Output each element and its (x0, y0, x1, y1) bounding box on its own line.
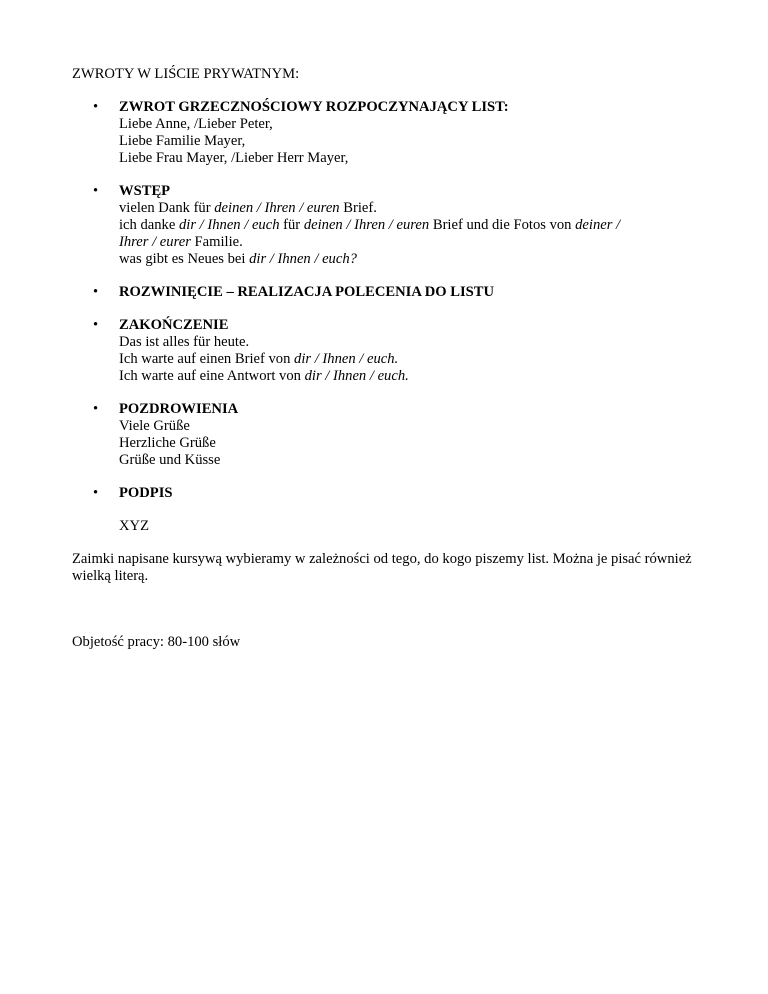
phrase-text: Grüße und Küsse (119, 452, 221, 468)
phrase-text: Liebe Anne, /Lieber Peter, (119, 116, 273, 132)
section-item (72, 317, 692, 385)
section-item (72, 401, 692, 469)
signature-name: XYZ (119, 518, 149, 534)
phrase-text: für (279, 217, 304, 233)
phrase-line (119, 150, 692, 167)
pronoun-variants: dir / Ihnen / euch. (304, 368, 409, 384)
phrase-line (119, 116, 692, 133)
phrase-text: Familie. (190, 234, 243, 250)
phrase-line (119, 452, 692, 469)
pronoun-variants: dir / Ihnen / euch? (249, 251, 357, 267)
phrase-text: Liebe Familie Mayer, (119, 133, 246, 149)
phrase-text: was gibt es Neues bei (119, 251, 250, 267)
pronoun-variants: deinen / Ihren / euren (303, 217, 430, 233)
phrase-text: Herzliche Grüße (119, 435, 216, 451)
phrase-line (119, 133, 692, 150)
pronoun-variants: deinen / Ihren / euren (214, 200, 340, 216)
italic-pronouns-note: Zaimki napisane kursywą wybieramy w zależności od tego, do kogo piszemy list. Można je pisać również wielką literą. (72, 551, 692, 584)
bullet: • (93, 485, 99, 501)
phrase-text: Brief und die Fotos von (429, 217, 576, 233)
section-title: POZDROWIENIA (119, 401, 239, 417)
pronoun-variants: dir / Ihnen / euch (178, 217, 280, 233)
bullet: • (93, 317, 99, 333)
phrase-text: Liebe Frau Mayer, /Lieber Herr Mayer, (119, 150, 349, 166)
phrase-line (119, 435, 692, 452)
phrase-line (119, 217, 692, 234)
phrase-text: Ich warte auf einen Brief von (119, 351, 295, 367)
section-title-signature: PODPIS (119, 485, 173, 501)
section-item (72, 284, 692, 301)
pronoun-variants: deiner / (575, 217, 621, 233)
phrase-text: vielen Dank für (119, 200, 215, 216)
bullet: • (93, 183, 99, 199)
phrase-line (119, 234, 692, 251)
phrase-text: Ich warte auf eine Antwort von (119, 368, 305, 384)
phrase-line (119, 368, 692, 385)
sections-list (72, 99, 692, 469)
section-title: ROZWINIĘCIE – REALIZACJA POLECENIA DO LISTU (119, 284, 495, 300)
pronoun-variants: Ihrer / eurer (119, 234, 191, 250)
section-title: WSTĘP (119, 183, 171, 199)
phrase-text: ich danke (119, 217, 179, 233)
section-title: ZWROT GRZECZNOŚCIOWY ROZPOCZYNAJĄCY LIST: (119, 99, 509, 115)
bullet: • (93, 284, 99, 300)
phrase-line (119, 334, 692, 351)
section-title: ZAKOŃCZENIE (119, 317, 229, 333)
section-item (72, 183, 692, 268)
phrase-line (119, 251, 692, 268)
bullet: • (93, 99, 99, 115)
phrase-text: Brief. (339, 200, 377, 216)
phrase-text: Viele Grüße (119, 418, 190, 434)
pronoun-variants: dir / Ihnen / euch. (294, 351, 399, 367)
section-signature (72, 485, 692, 502)
word-count-note: Objetość pracy: 80-100 słów (72, 634, 241, 650)
phrase-line (119, 200, 692, 217)
phrase-text: Das ist alles für heute. (119, 334, 250, 350)
section-item (72, 99, 692, 167)
document-heading: ZWROTY W LIŚCIE PRYWATNYM: (72, 66, 300, 82)
phrase-line (119, 351, 692, 368)
bullet: • (93, 401, 99, 417)
phrase-line (119, 418, 692, 435)
document-page (72, 66, 692, 651)
